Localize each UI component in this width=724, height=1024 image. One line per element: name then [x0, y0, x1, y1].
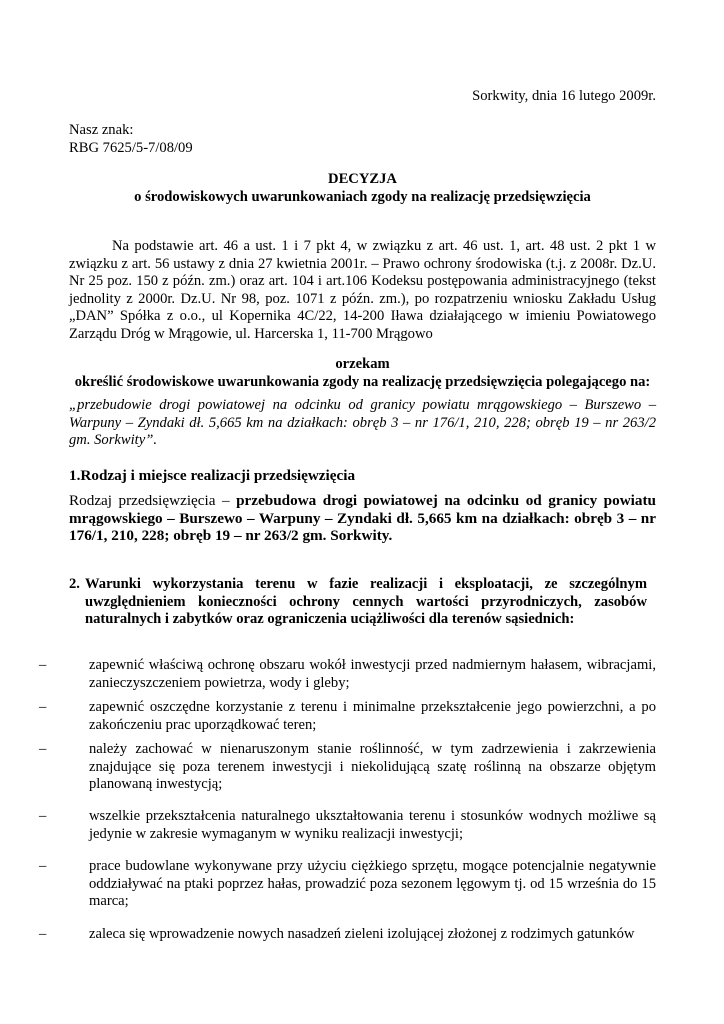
list-item-text: zapewnić oszczędne korzystanie z terenu i minimalne przekształcenie jego powierzchni, a po zakończeniu prac uporządkować teren;	[89, 699, 656, 733]
section-1-paragraph	[69, 492, 656, 545]
reference-label: Nasz znak:	[69, 122, 134, 138]
verdict-word: orzekam	[335, 356, 390, 372]
section-2-text: Warunki wykorzystania terenu w fazie realizacji i eksploatacji, ze szczególnym uwzględnieniem konieczności ochrony cennych wartości przyrodniczych, zasobów naturalnych i zabytków oraz ograniczenia uciążliwości dla terenów sąsiednich:	[85, 576, 647, 627]
list-item-text: zapewnić właściwą ochronę obszaru wokół inwestycji przed nadmiernym hałasem, wibracjami, zanieczyszczeniem powietrza, wody i gleby;	[89, 657, 656, 691]
dash-marker: –	[39, 741, 47, 757]
legal-basis-text: Na podstawie art. 46 a ust. 1 i 7 pkt 4, w związku z art. 46 ust. 1, art. 48 ust. 2 pkt 1 w związku z art. 56 ustawy z dnia 27 kwietnia 2001r. – Prawo ochrony środowiska (t.j. z 2008r. Dz.U. Nr 25 poz. 150 z późn. zm.) oraz art. 104 i art.106 Kodeksu postępowania administracyjnego (tekst jednolity z 2000r. Dz.U. Nr 98, poz. 1071 z późn. zm.), po rozpatrzeniu wniosku Zakładu Usług „DAN” Spółka z o.o., ul Kopernika 4C/22, 14-200 Iława działającego w imieniu Powiatowego Zarządu Dróg w Mrągowie, ul. Harcerska 1, 11-700 Mrągowo	[69, 238, 656, 342]
reference-value: RBG 7625/5-7/08/09	[69, 139, 193, 156]
decision-title	[69, 171, 656, 206]
dash-marker: –	[39, 926, 47, 942]
list-item	[39, 926, 656, 944]
list-item-text: prace budowlane wykonywane przy użyciu ciężkiego sprzętu, mogące potencjalnie negatywnie oddziaływać na ptaki poprzez hałas, prowadzić poza sezonem lęgowym tj. od 15 września do 15 marca;	[89, 858, 656, 909]
verdict-block	[69, 356, 656, 391]
list-item-text: należy zachować w nienaruszonym stanie roślinność, w tym zadrzewienia i zakrzewienia znajdujące się poza terenem inwestycji i niekolidującą szatę roślinną na obszarze objętym planowaną inwestycją;	[89, 741, 656, 792]
list-item	[39, 657, 656, 692]
decision-subheading: o środowiskowych uwarunkowaniach zgody na realizację przedsięwzięcia	[134, 188, 591, 205]
list-item	[39, 741, 656, 794]
decision-heading: DECYZJA	[328, 171, 397, 187]
list-item	[39, 858, 656, 911]
dash-marker: –	[39, 858, 47, 874]
section-2-number: 2.	[69, 576, 80, 592]
section-1-lead: Rodzaj przedsięwzięcia –	[69, 492, 237, 509]
reference-number	[69, 122, 193, 157]
section-1-bold: przebudowa drogi powiatowej na odcinku od granicy powiatu mrągowskiego – Burszewo – Warpuny – Zyndaki dł. 5,665 km na działkach: obręb 3 – nr 176/1, 210, 228; obręb 19 – nr 263/2 gm. Sorkwity.	[69, 492, 656, 544]
section-1-heading: 1.Rodzaj i miejsce realizacji przedsięwzięcia	[69, 467, 356, 484]
section-2-heading	[69, 576, 647, 629]
list-item-text: zaleca się wprowadzenie nowych nasadzeń zieleni izolującej złożonej z rodzimych gatunków	[89, 926, 635, 942]
verdict-line: określić środowiskowe uwarunkowania zgody na realizację przedsięwzięcia polegającego na:	[74, 373, 651, 390]
dash-marker: –	[39, 808, 47, 824]
list-item-text: wszelkie przekształcenia naturalnego ukształtowania terenu i stosunków wodnych możliwe są jedynie w zakresie wymaganym w wyniku realizacji inwestycji;	[89, 808, 656, 842]
legal-basis-paragraph	[69, 238, 656, 343]
list-item	[39, 699, 656, 734]
project-quote: „przebudowie drogi powiatowej na odcinku od granicy powiatu mrągowskiego – Burszewo – Warpuny – Zyndaki dł. 5,665 km na działkach: obręb 3 – nr 176/1, 210, 228; obręb 19 – nr 263/2 gm. Sorkwity”.	[69, 397, 656, 448]
dash-marker: –	[39, 699, 47, 715]
dash-marker: –	[39, 657, 47, 673]
document-date: Sorkwity, dnia 16 lutego 2009r.	[472, 88, 656, 104]
list-item	[39, 808, 656, 843]
